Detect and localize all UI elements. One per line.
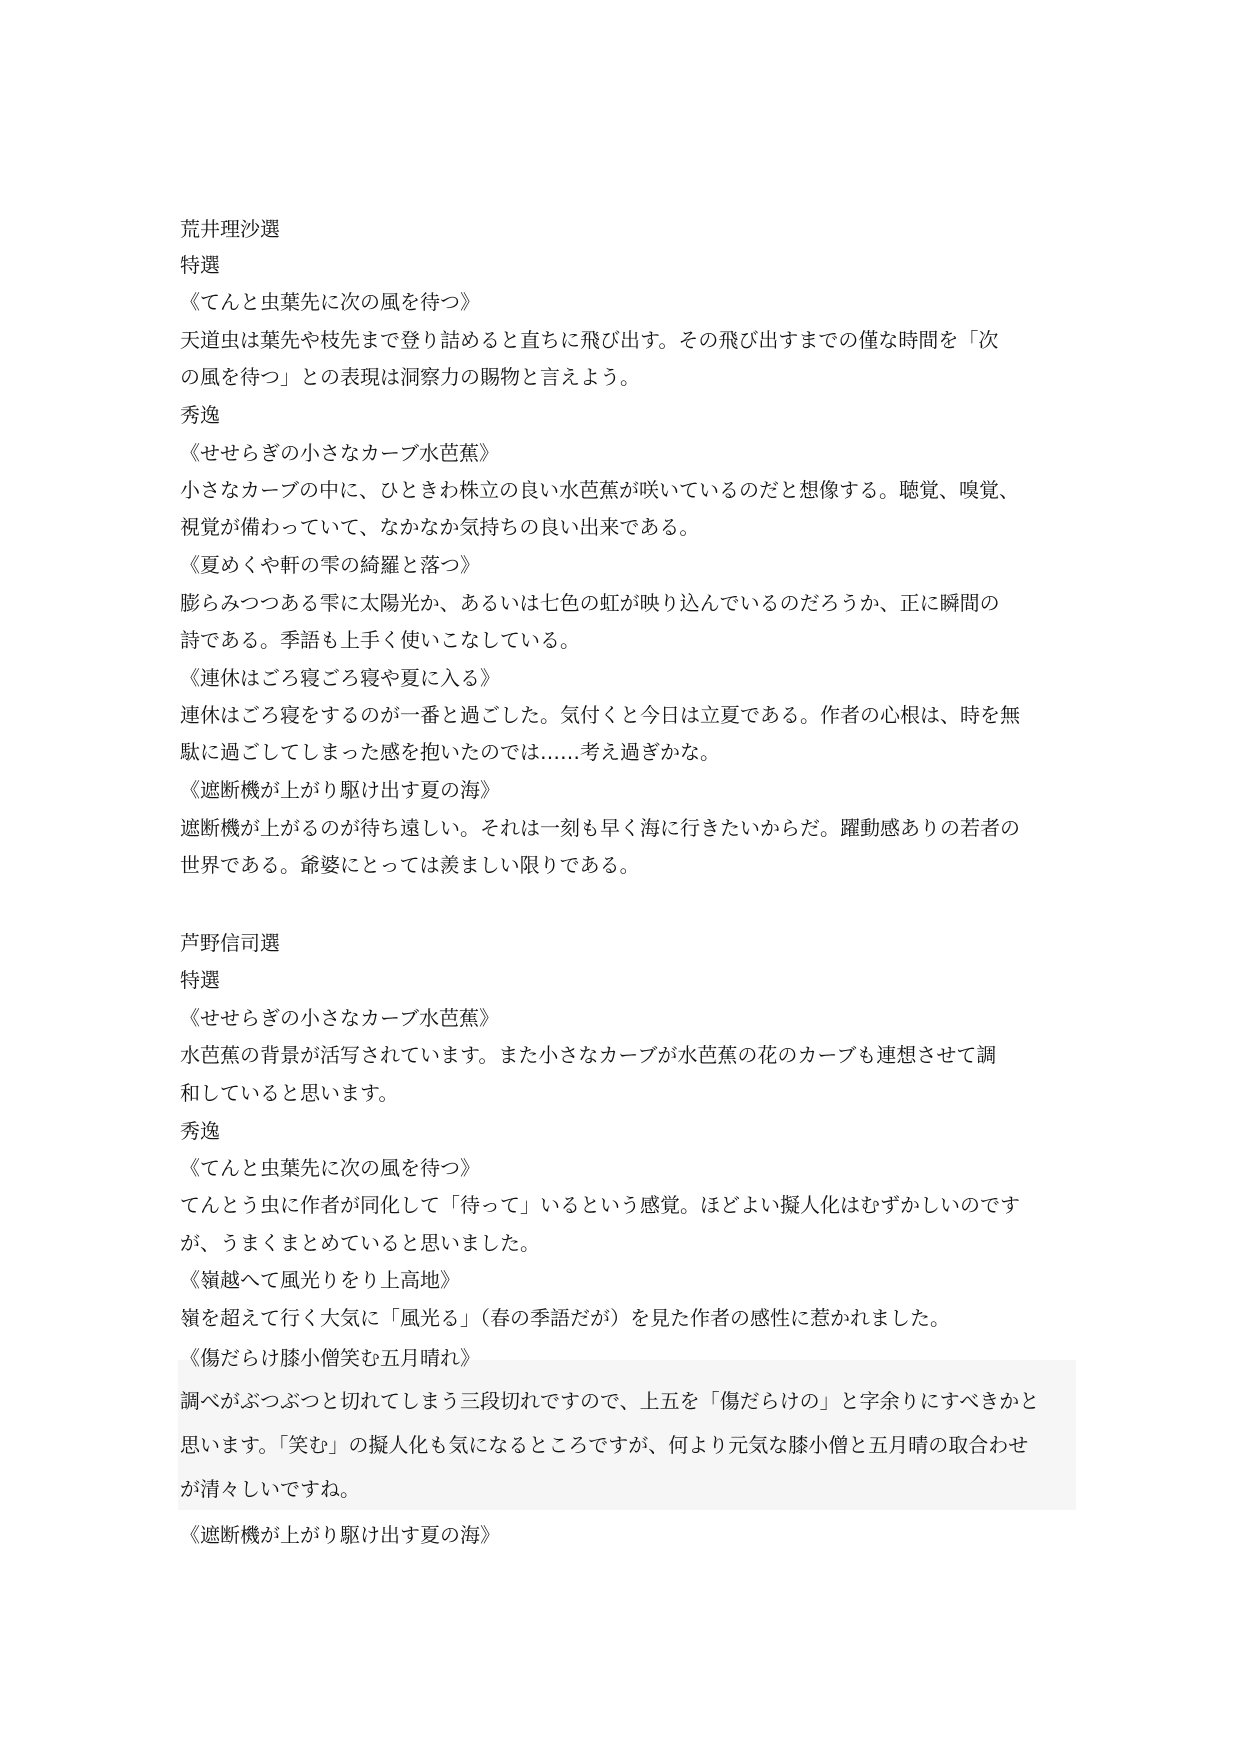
- comment-line: 遮断機が上がるのが待ち遠しい。それは一刻も早く海に行きたいからだ。躍動感ありの若者の: [180, 816, 1020, 840]
- haiku: 《せせらぎの小さなカーブ水芭蕉》: [180, 441, 499, 465]
- comment-line: 膨らみつつある雫に太陽光か、あるいは七色の虹が映り込んでいるのだろうか、正に瞬間の: [180, 591, 1000, 615]
- haiku: 《遮断機が上がり駆け出す夏の海》: [180, 778, 500, 802]
- shuitsu-label: 秀逸: [180, 403, 220, 427]
- haiku: 《嶺越へて風光りをり上高地》: [180, 1268, 460, 1292]
- comment-line: 調べがぶつぶつと切れてしまう三段切れですので、上五を「傷だらけの」と字余りにすべきかと: [180, 1389, 1040, 1413]
- haiku: 《傷だらけ膝小僧笑む五月晴れ》: [180, 1346, 480, 1370]
- comment-line: 連休はごろ寝をするのが一番と過ごした。気付くと今日は立夏である。作者の心根は、時を無: [180, 703, 1020, 727]
- comment-line: 和していると思います。: [180, 1081, 399, 1105]
- comment-line: が、うまくまとめていると思いました。: [180, 1231, 540, 1255]
- tokusen-label: 特選: [180, 968, 220, 992]
- comment-line: 世界である。爺婆にとっては羨ましい限りである。: [180, 853, 640, 877]
- comment-line: 嶺を超えて行く大気に「風光る」（春の季語だが）を見た作者の感性に惹かれました。: [180, 1306, 950, 1330]
- comment-line: 思います。「笑む」の擬人化も気になるところですが、何より元気な膝小僧と五月晴の取合わせ: [180, 1433, 1029, 1457]
- comment-line: 小さなカーブの中に、ひときわ株立の良い水芭蕉が咲いているのだと想像する。聴覚、嗅覚、: [180, 478, 1019, 502]
- comment-line: の風を待つ」との表現は洞察力の賜物と言えよう。: [180, 365, 640, 389]
- haiku: 《連休はごろ寝ごろ寝や夏に入る》: [180, 666, 500, 690]
- comment-line: 駄に過ごしてしまった感を抱いたのでは……考え過ぎかな。: [180, 740, 720, 764]
- comment-line: てんとう虫に作者が同化して「待って」いるという感覚。ほどよい擬人化はむずかしいのです: [180, 1193, 1020, 1217]
- comment-line: 水芭蕉の背景が活写されています。また小さなカーブが水芭蕉の花のカーブも連想させて調: [180, 1043, 997, 1067]
- comment-line: が清々しいですね。: [180, 1477, 360, 1501]
- haiku: 《てんと虫葉先に次の風を待つ》: [180, 290, 480, 314]
- comment-line: 詩である。季語も上手く使いこなしている。: [180, 628, 580, 652]
- haiku: 《せせらぎの小さなカーブ水芭蕉》: [180, 1006, 499, 1030]
- comment-line: 視覚が備わっていて、なかなか気持ちの良い出来である。: [180, 515, 700, 539]
- haiku: 《夏めくや軒の雫の綺羅と落つ》: [180, 553, 480, 577]
- tokusen-label: 特選: [180, 253, 220, 277]
- judge-name: 芦野信司選: [180, 931, 280, 955]
- haiku: 《てんと虫葉先に次の風を待つ》: [180, 1156, 480, 1180]
- shuitsu-label: 秀逸: [180, 1119, 220, 1143]
- haiku: 《遮断機が上がり駆け出す夏の海》: [180, 1523, 500, 1547]
- comment-line: 天道虫は葉先や枝先まで登り詰めると直ちに飛び出す。その飛び出すまでの僅な時間を「次: [180, 328, 999, 352]
- judge-name: 荒井理沙選: [180, 217, 280, 241]
